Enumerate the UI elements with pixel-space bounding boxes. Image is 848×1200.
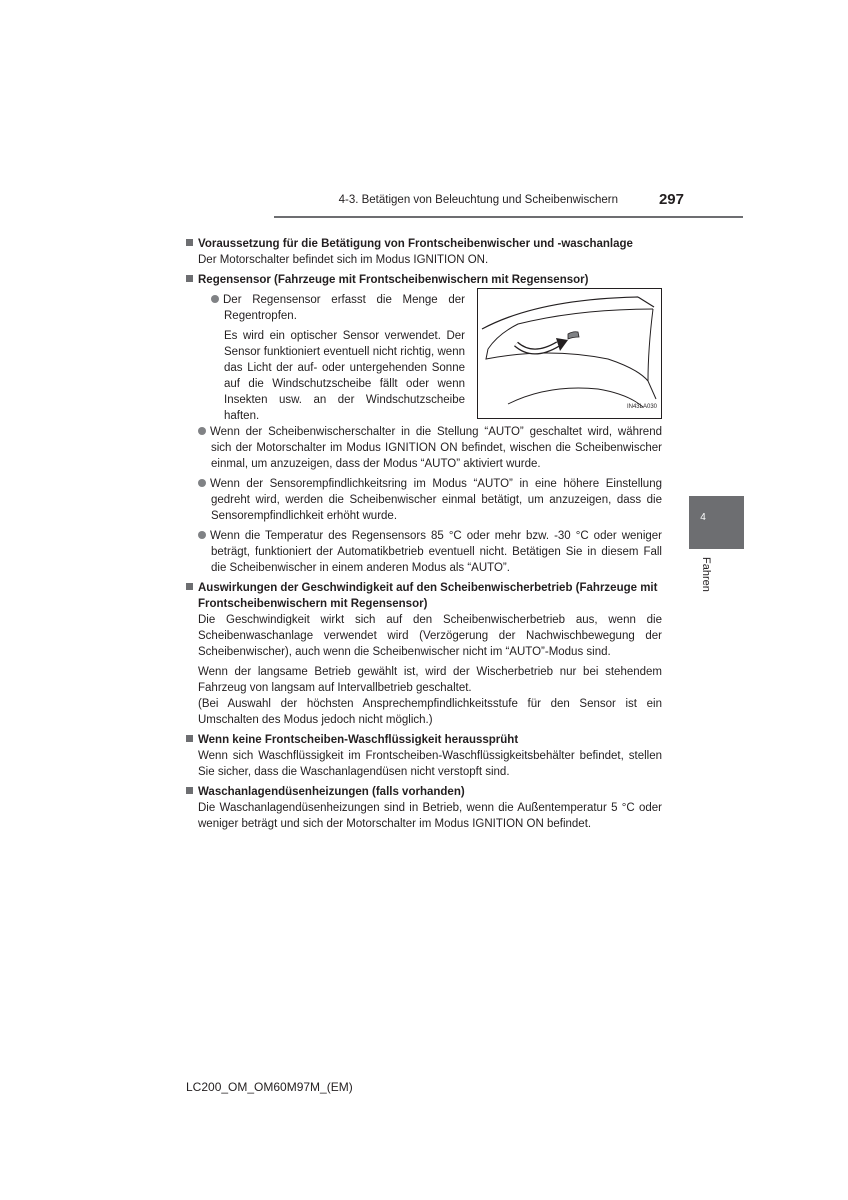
chapter-label: Fahren <box>700 557 712 592</box>
document-code-footer: LC200_OM_OM60M97M_(EM) <box>186 1080 353 1094</box>
square-bullet-icon <box>186 735 193 742</box>
round-bullet-icon <box>198 479 206 487</box>
section-text: (Bei Auswahl der höchsten Ansprechempfindlichkeitsstufe für den Sensor ist ein Umschalten des Modus jedoch nicht möglich.) <box>198 698 662 726</box>
rain-sensor-text <box>211 292 465 426</box>
header-divider <box>274 216 743 218</box>
round-bullet-icon <box>198 427 206 435</box>
page-content <box>186 236 662 836</box>
square-bullet-icon <box>186 787 193 794</box>
illustration-caption: IN43LA030 <box>626 404 657 410</box>
square-bullet-icon <box>186 275 193 282</box>
section-heading: Voraussetzung für die Betätigung von Frontscheibenwischer und -waschanlage <box>198 236 662 252</box>
section-heading: Wenn keine Frontscheiben-Waschflüssigkeit heraussprüht <box>198 732 662 748</box>
bullet-item: Wenn die Temperatur des Regensensors 85 °C oder mehr bzw. -30 °C oder weniger beträgt, funktioniert der Automatikbetrieb eventuell nicht. Betätigen Sie in diesem Fall die Scheibenwischer in einem anderen Modus als “AUTO”. <box>211 528 662 576</box>
section-text: Wenn sich Waschflüssigkeit im Frontscheiben-Waschflüssigkeitsbehälter befindet, stellen Sie sicher, dass die Waschanlagendüsen nicht verstopft sind. <box>198 750 662 778</box>
section-text: Wenn der langsame Betrieb gewählt ist, wird der Wischerbetrieb nur bei stehendem Fahrzeug von langsam auf Intervallbetrieb geschaltet. <box>198 666 662 694</box>
round-bullet-icon <box>211 295 219 303</box>
square-bullet-icon <box>186 239 193 246</box>
section-text: Die Waschanlagendüsenheizungen sind in Betrieb, wenn die Außentemperatur 5 °C oder weniger beträgt und sich der Motorschalter im Modus IGNITION ON befindet. <box>198 802 662 830</box>
running-header: 4-3. Betätigen von Beleuchtung und Scheibenwischern <box>338 194 618 206</box>
section-text: Die Geschwindigkeit wirkt sich auf den Scheibenwischerbetrieb aus, wenn die Scheibenwaschanlage verwendet wird (Verzögerung der Nachwischbewegung der Scheibenwischer), auch wenn die Scheibenwischer nicht im “AUTO”-Modus sind. <box>198 614 662 658</box>
square-bullet-icon <box>186 583 193 590</box>
chapter-tab[interactable] <box>689 496 744 549</box>
rain-sensor-block <box>198 292 662 420</box>
section-heading: Waschanlagendüsenheizungen (falls vorhanden) <box>198 784 662 800</box>
round-bullet-icon <box>198 531 206 539</box>
section-text: Der Motorschalter befindet sich im Modus IGNITION ON. <box>198 254 489 266</box>
page-number: 297 <box>658 191 684 208</box>
section-heading: Auswirkungen der Geschwindigkeit auf den Scheibenwischerbetrieb (Fahrzeuge mit Frontscheibenwischern mit Regensensor) <box>198 580 662 612</box>
bullet-item: Wenn der Sensorempfindlichkeitsring im Modus “AUTO” in eine höhere Einstellung gedreht wird, werden die Scheibenwischer einmal betätigt, um anzuzeigen, dass die Sensorempfindlichkeit erhöht wurde. <box>211 476 662 524</box>
bullet-item: Der Regensensor erfasst die Menge der Regentropfen. <box>224 292 465 324</box>
chapter-number: 4 <box>700 512 706 523</box>
section-heading: Regensensor (Fahrzeuge mit Frontscheibenwischern mit Regensensor) <box>198 272 662 288</box>
bullet-continuation: Es wird ein optischer Sensor verwendet. Der Sensor funktioniert eventuell nicht richtig, wenn das Licht der auf- oder untergehenden Sonne auf die Windschutzscheibe fällt oder wenn Insekten usw. an der Windschutzscheibe haften. <box>224 330 465 422</box>
rain-sensor-illustration <box>477 288 662 419</box>
bullet-item: Wenn der Scheibenwischerschalter in die Stellung “AUTO” geschaltet wird, während sich der Motorschalter im Modus IGNITION ON befindet, wischen die Scheibenwischer einmal, um anzuzeigen, dass der Modus “AUTO” aktiviert wurde. <box>211 424 662 472</box>
